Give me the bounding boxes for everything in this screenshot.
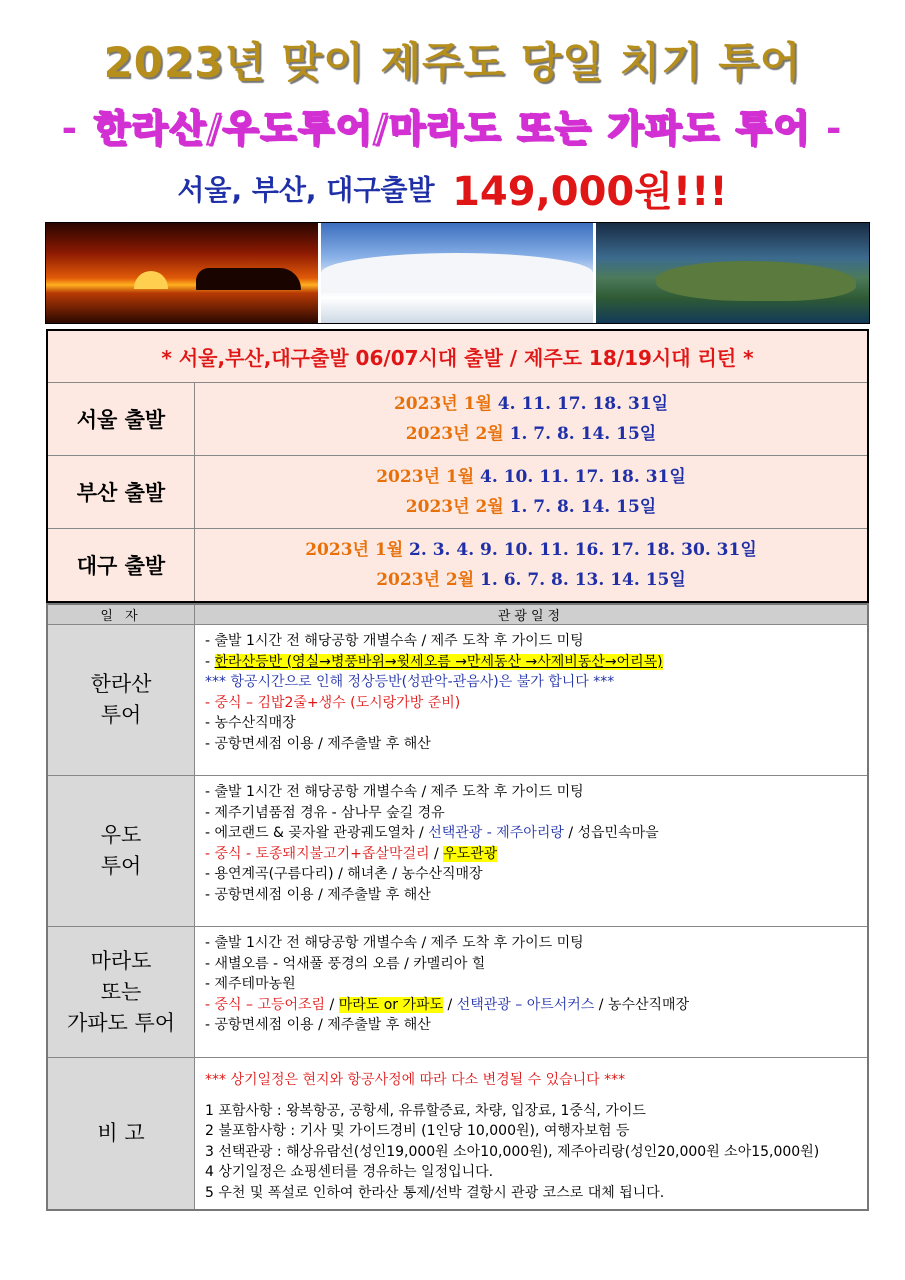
- table-row: [47, 456, 868, 529]
- schedule-line: - 제주기념품점 경유 - 삼나무 숲길 경유: [205, 804, 445, 821]
- udo-highlight: 우도관광: [443, 845, 498, 862]
- departure-label: 서울, 부산, 대구출발: [177, 173, 435, 207]
- jan-label: 2023년 1월: [305, 540, 404, 560]
- schedule-line: - 공항면세점 이용 / 제주출발 후 해산: [205, 886, 431, 903]
- tour-name-line: 또는: [100, 979, 142, 1004]
- tour-name-line: 한라산: [90, 672, 152, 696]
- dates-seoul: [195, 383, 869, 456]
- lunch-line: - 중식 – 고등어조림: [205, 996, 326, 1013]
- marado-schedule: [195, 927, 869, 1058]
- column-header-schedule: 관광일정: [195, 604, 869, 625]
- page-subtitle: [0, 98, 905, 152]
- jan-days: 4. 10. 11. 17. 18. 31일: [480, 467, 686, 487]
- tour-name-line: 투어: [100, 854, 142, 878]
- note-line: 4 상기일정은 쇼핑센터를 경유하는 일정입니다.: [205, 1164, 494, 1180]
- column-header-date: 일 자: [47, 604, 195, 625]
- optional-tour: 선택관광 - 제주아리랑: [428, 825, 564, 841]
- departure-schedule-table: [46, 329, 869, 603]
- notes-body: [195, 1058, 869, 1211]
- schedule-line: - 출발 1시간 전 해당공항 개별수속 / 제주 도착 후 가이드 미팅: [205, 784, 584, 800]
- line-part: /: [443, 996, 457, 1013]
- snow-mountain-photo: [321, 223, 593, 323]
- line-part: /: [429, 845, 444, 862]
- schedule-line: - 새별오름 - 억새풀 풍경의 오름 / 카멜리아 힐: [205, 955, 486, 972]
- udo-schedule: [195, 776, 869, 927]
- schedule-line: [205, 995, 857, 1016]
- table-row: [47, 383, 868, 456]
- notes-label: 비 고: [47, 1058, 195, 1211]
- jan-days: 4. 11. 17. 18. 31일: [497, 394, 669, 414]
- table-row: [47, 529, 868, 603]
- udo-tour-name: [47, 776, 195, 927]
- island-highlight: 마라도 or 가파도: [338, 996, 444, 1013]
- schedule-line: - 출발 1시간 전 해당공항 개별수속 / 제주 도착 후 가이드 미팅: [205, 633, 584, 649]
- feb-days: 1. 6. 7. 8. 13. 14. 15일: [480, 570, 686, 590]
- schedule-line: - 농수산직매장: [205, 715, 296, 731]
- feb-label: 2023년 2월: [376, 570, 475, 590]
- marado-row: [47, 927, 868, 1058]
- lunch-line: - 중식 – 김밥2줄+생수 (도시랑가방 준비): [205, 694, 461, 711]
- schedule-line: [205, 823, 857, 844]
- note-line: 2 불포함사항 : 기사 및 가이드경비 (1인당 10,000원), 여행자보험 등: [205, 1123, 630, 1139]
- city-busan: 부산 출발: [47, 456, 195, 529]
- tour-name-line: 우도: [100, 823, 142, 847]
- aerial-island-photo: [596, 223, 869, 323]
- climb-route: 한라산등반 (영실→병풍바위→윗세오름 →만세동산 →사제비동산→어리목): [214, 653, 663, 670]
- price: 149,000원!!!: [452, 169, 728, 215]
- snow-ridge-shape: [321, 253, 593, 293]
- feb-days: 1. 7. 8. 14. 15일: [509, 497, 657, 517]
- island-silhouette: [196, 268, 301, 290]
- line-part: /: [325, 996, 339, 1013]
- summit-warning: *** 항공시간으로 인해 정상등반(성판악-관음사)은 불가 합니다 ***: [205, 674, 615, 690]
- schedule-line: - 출발 1시간 전 해당공항 개별수속 / 제주 도착 후 가이드 미팅: [205, 935, 584, 951]
- city-daegu: 대구 출발: [47, 529, 195, 603]
- city-seoul: 서울 출발: [47, 383, 195, 456]
- note-line: 3 선택관광 : 해상유람선(성인19,000원 소아10,000원), 제주아리랑(성인20,000원 소아15,000원): [205, 1143, 820, 1160]
- itinerary-table: [46, 603, 869, 1211]
- schedule-line: - 용연계곡(구름다리) / 해녀촌 / 농수산직매장: [205, 866, 483, 882]
- departure-price-line: [0, 160, 905, 217]
- line-part: - 에코랜드 & 곶자왈 관광궤도열차 /: [205, 825, 429, 841]
- sun-shape: [134, 271, 168, 289]
- feb-days: 1. 7. 8. 14. 15일: [509, 424, 657, 444]
- tour-name-line: 마라도: [90, 948, 152, 973]
- line-prefix: -: [205, 653, 215, 670]
- change-warning: *** 상기일정은 현지와 항공사정에 따라 다소 변경될 수 있습니다 ***: [205, 1072, 626, 1088]
- udo-row: [47, 776, 868, 927]
- subtitle-text: 한라산/우도투어/마라도 또는 가파도 투어: [93, 107, 812, 150]
- jan-days: 2. 3. 4. 9. 10. 11. 16. 17. 18. 30. 31일: [409, 540, 757, 560]
- jan-label: 2023년 1월: [393, 394, 492, 414]
- tour-name-line: 가파도 투어: [66, 1010, 176, 1035]
- schedule-line: - 공항면세점 이용 / 제주출발 후 해산: [205, 735, 431, 752]
- schedule-header: * 서울,부산,대구출발 06/07시대 출발 / 제주도 18/19시대 리턴 *: [47, 330, 868, 383]
- schedule-line: [205, 844, 857, 865]
- hallasan-schedule: [195, 625, 869, 776]
- lunch-line: - 중식 - 토종돼지불고기+좁살막걸리: [205, 845, 430, 862]
- line-part: / 농수산직매장: [594, 996, 690, 1013]
- note-line: 5 우천 및 폭설로 인하여 한라산 통제/선박 결항시 관광 코스로 대체 됩니다.: [205, 1184, 665, 1201]
- marado-tour-name: [47, 927, 195, 1058]
- dates-busan: [195, 456, 869, 529]
- dates-daegu: [195, 529, 869, 603]
- feb-label: 2023년 2월: [405, 497, 504, 517]
- land-shape: [656, 261, 856, 301]
- hallasan-row: [47, 625, 868, 776]
- photo-strip: [45, 222, 870, 324]
- schedule-line: [205, 652, 857, 673]
- schedule-line: - 공항면세점 이용 / 제주출발 후 해산: [205, 1017, 431, 1033]
- sunset-photo: [46, 223, 318, 323]
- tour-name-line: 투어: [100, 703, 142, 727]
- hallasan-tour-name: [47, 625, 195, 776]
- notes-row: [47, 1058, 868, 1211]
- schedule-line: - 제주테마농원: [205, 976, 296, 992]
- note-line: 1 포함사항 : 왕복항공, 공항세, 유류할증료, 차량, 입장료, 1중식, 가이드: [205, 1102, 646, 1119]
- line-part: / 성읍민속마을: [563, 825, 659, 841]
- optional-tour: 선택관광 – 아트서커스: [456, 996, 595, 1013]
- feb-label: 2023년 2월: [405, 424, 504, 444]
- jan-label: 2023년 1월: [376, 467, 475, 487]
- page-title: 2023년 맞이 제주도 당일 치기 투어: [103, 38, 802, 87]
- subtitle-dot-left: -: [61, 107, 79, 150]
- subtitle-dot-right: -: [826, 107, 844, 150]
